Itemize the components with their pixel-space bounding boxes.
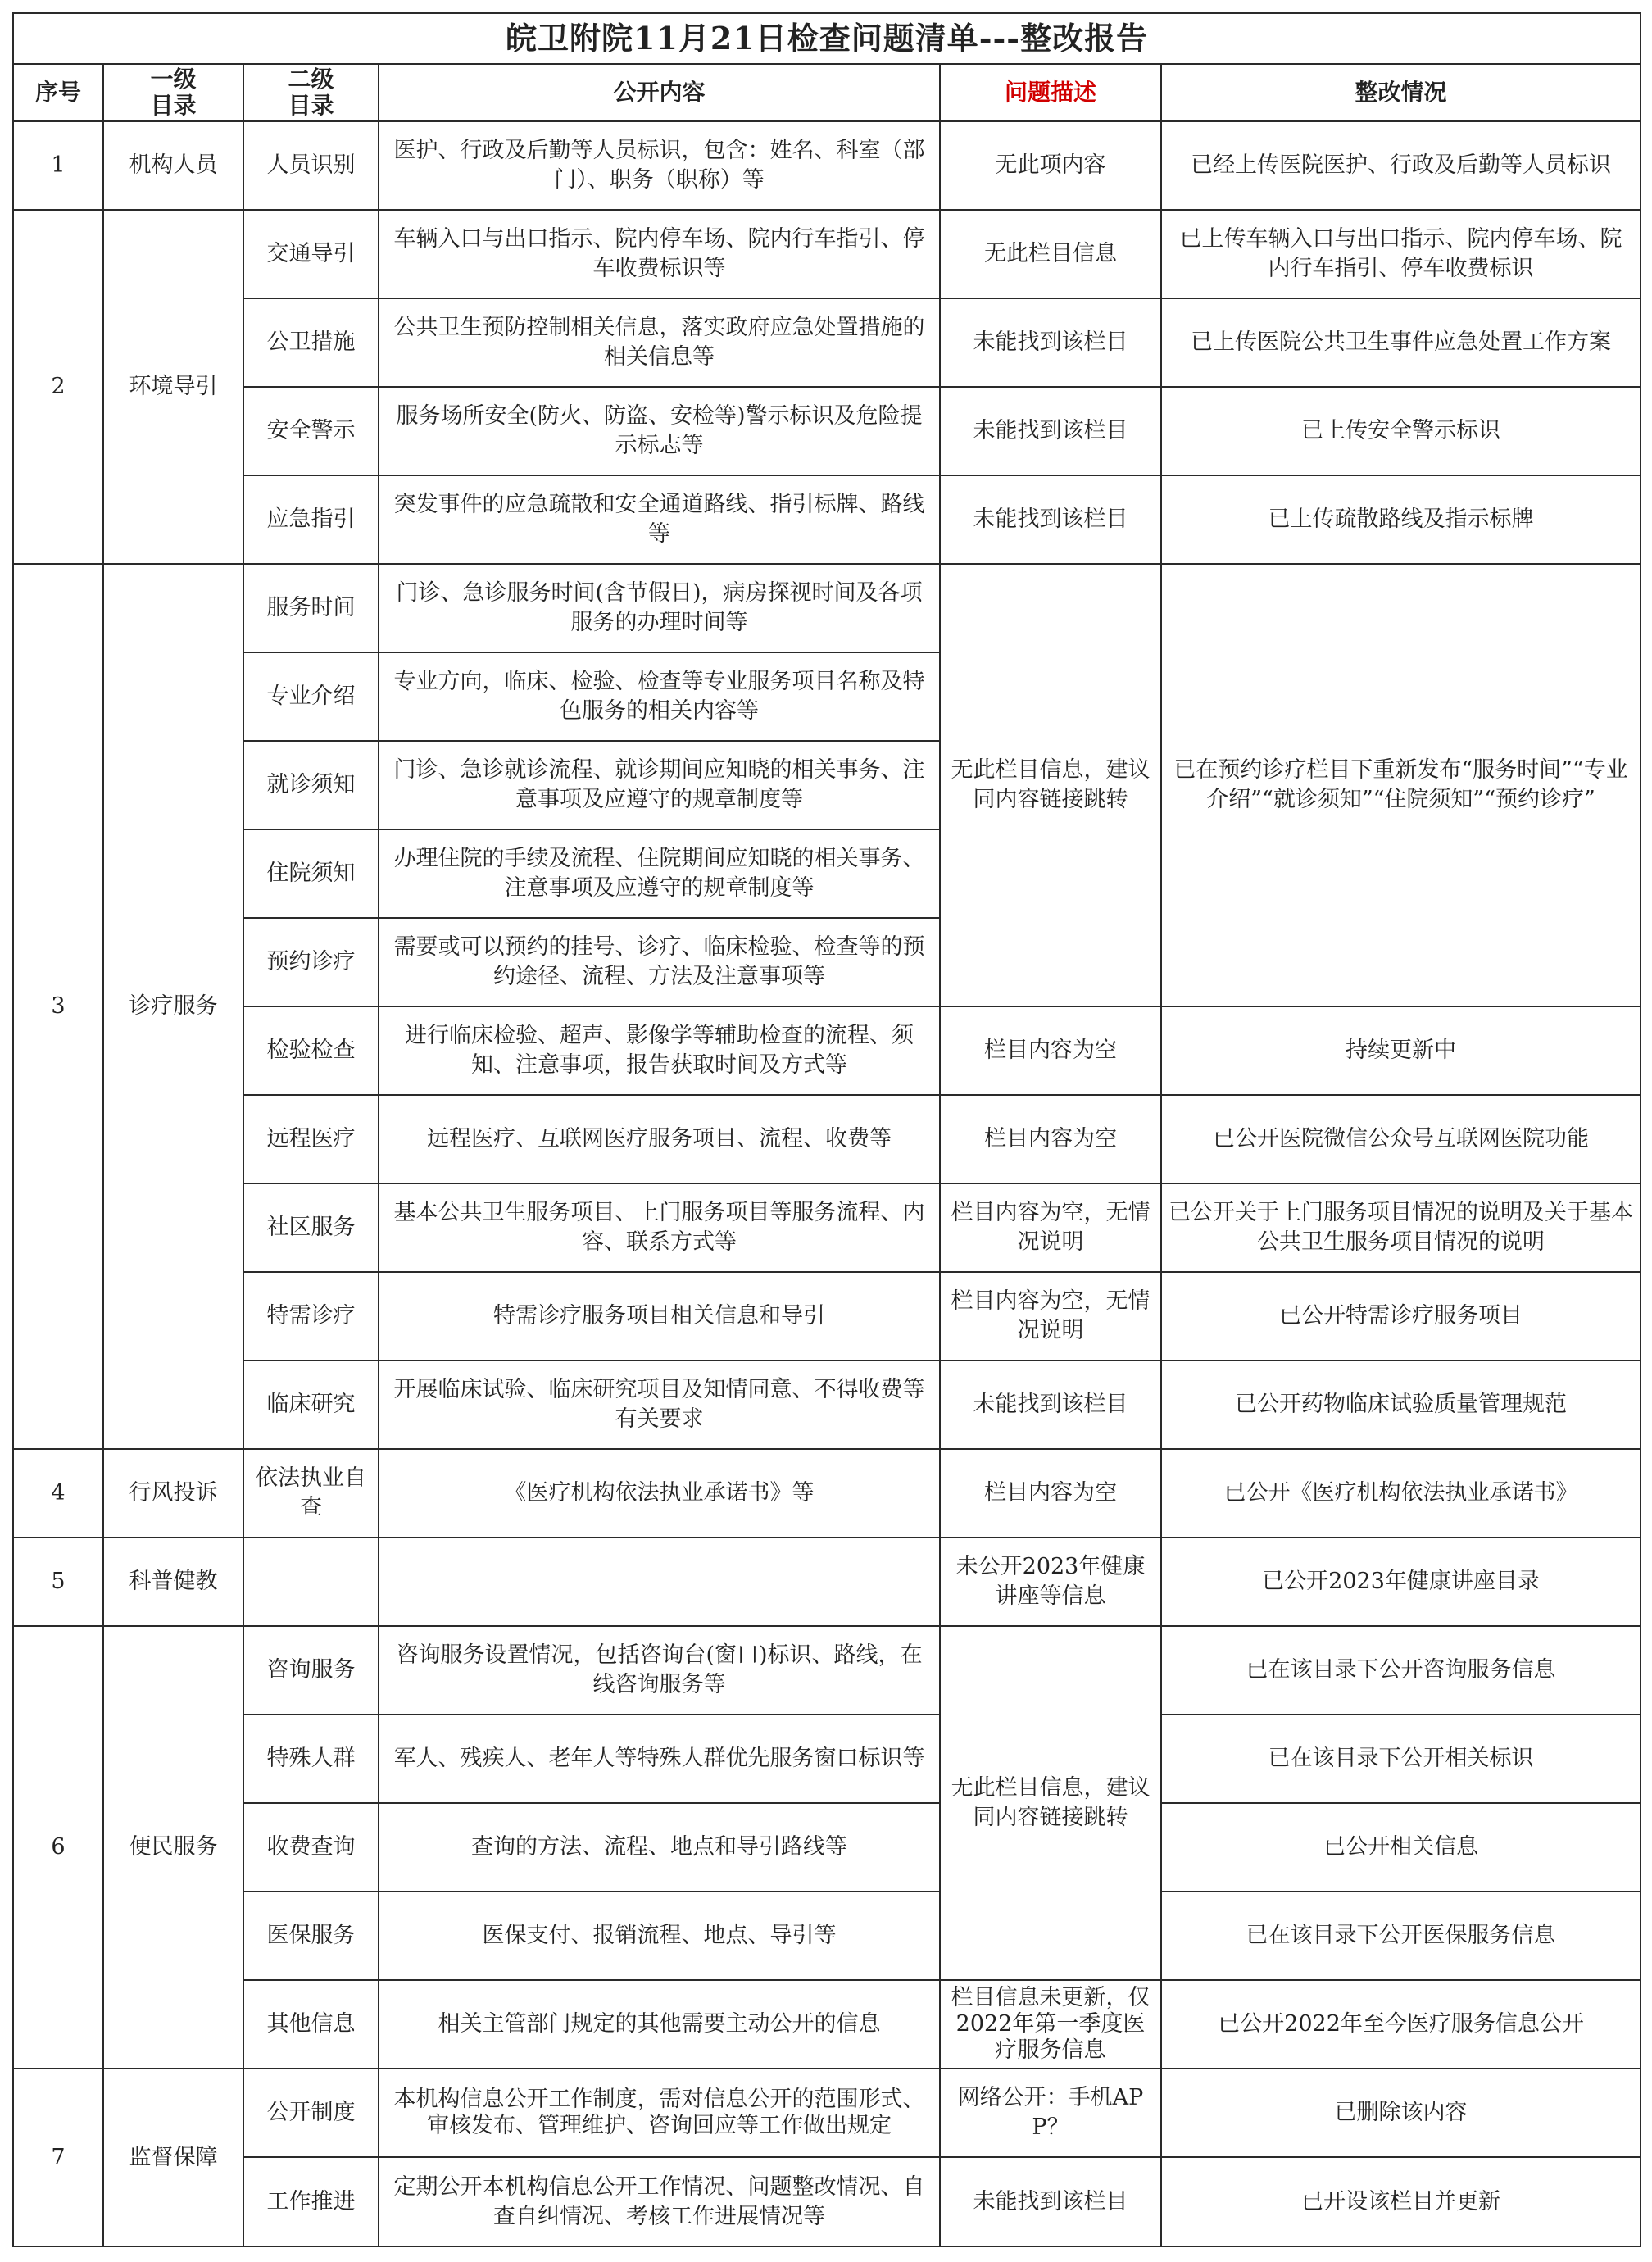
- row-content: 特需诊疗服务项目相关信息和导引: [379, 1272, 940, 1360]
- row-content: 门诊、急诊服务时间(含节假日)，病房探视时间及各项服务的办理时间等: [379, 564, 940, 652]
- row-level2: 应急指引: [243, 475, 379, 564]
- row-fix: 持续更新中: [1161, 1006, 1641, 1095]
- row-fix: 已在该目录下公开相关标识: [1161, 1715, 1641, 1803]
- row-fix: 已上传车辆入口与出口指示、院内停车场、院内行车指引、停车收费标识: [1161, 210, 1641, 298]
- row-content: [379, 1538, 940, 1626]
- row-level2: 特需诊疗: [243, 1272, 379, 1360]
- row-level2: 社区服务: [243, 1183, 379, 1272]
- row-content: 突发事件的应急疏散和安全通道路线、指引标牌、路线等: [379, 475, 940, 564]
- row-level1: 诊疗服务: [103, 564, 243, 1449]
- report-title: 皖卫附院11月21日检查问题清单---整改报告: [13, 13, 1641, 64]
- header-content: 公开内容: [379, 64, 940, 121]
- row-fix: 已公开《医疗机构依法执业承诺书》: [1161, 1449, 1641, 1538]
- row-level2: [243, 1538, 379, 1626]
- table-row: [13, 1892, 1641, 1980]
- row-content: 咨询服务设置情况，包括咨询台(窗口)标识、路线，在线咨询服务等: [379, 1626, 940, 1715]
- row-level2: 人员识别: [243, 121, 379, 210]
- table-row: [13, 1715, 1641, 1803]
- row-issue: 无此栏目信息，建议同内容链接跳转: [940, 564, 1161, 1006]
- row-no: 2: [13, 210, 103, 564]
- row-content: 服务场所安全(防火、防盗、安检等)警示标识及危险提示标志等: [379, 387, 940, 475]
- row-issue: 网络公开：手机APP？: [940, 2069, 1161, 2157]
- row-content: 定期公开本机构信息公开工作情况、问题整改情况、自查自纠情况、考核工作进展情况等: [379, 2157, 940, 2246]
- row-level1: 机构人员: [103, 121, 243, 210]
- table-row: [13, 2069, 1641, 2157]
- row-issue: 栏目内容为空，无情况说明: [940, 1183, 1161, 1272]
- row-level1: 科普健教: [103, 1538, 243, 1626]
- row-no: 3: [13, 564, 103, 1449]
- row-level2: 检验检查: [243, 1006, 379, 1095]
- row-fix: 已公开相关信息: [1161, 1803, 1641, 1892]
- row-issue: 栏目内容为空: [940, 1095, 1161, 1183]
- row-level2: 咨询服务: [243, 1626, 379, 1715]
- row-content: 本机构信息公开工作制度，需对信息公开的范围形式、审核发布、管理维护、咨询回应等工作做出规定: [379, 2069, 940, 2157]
- row-issue: 未能找到该栏目: [940, 475, 1161, 564]
- row-level2: 远程医疗: [243, 1095, 379, 1183]
- row-level2: 住院须知: [243, 829, 379, 918]
- row-fix: 已经上传医院医护、行政及后勤等人员标识: [1161, 121, 1641, 210]
- row-content: 开展临床试验、临床研究项目及知情同意、不得收费等有关要求: [379, 1360, 940, 1449]
- row-fix: 已公开药物临床试验质量管理规范: [1161, 1360, 1641, 1449]
- row-level1: 监督保障: [103, 2069, 243, 2246]
- row-fix: 已在该目录下公开医保服务信息: [1161, 1892, 1641, 1980]
- row-no: 6: [13, 1626, 103, 2069]
- row-level2: 公开制度: [243, 2069, 379, 2157]
- table-row: [13, 1360, 1641, 1449]
- row-level2: 特殊人群: [243, 1715, 379, 1803]
- row-issue: 无此项内容: [940, 121, 1161, 210]
- header-row: [13, 64, 1641, 121]
- row-fix: 已公开特需诊疗服务项目: [1161, 1272, 1641, 1360]
- row-fix: 已在该目录下公开咨询服务信息: [1161, 1626, 1641, 1715]
- row-content: 《医疗机构依法执业承诺书》等: [379, 1449, 940, 1538]
- table-row: [13, 121, 1641, 210]
- table-row: [13, 1538, 1641, 1626]
- row-content: 查询的方法、流程、地点和导引路线等: [379, 1803, 940, 1892]
- row-fix: 已开设该栏目并更新: [1161, 2157, 1641, 2246]
- row-no: 5: [13, 1538, 103, 1626]
- row-issue: 未能找到该栏目: [940, 1360, 1161, 1449]
- row-issue: 栏目内容为空: [940, 1006, 1161, 1095]
- row-level2: 预约诊疗: [243, 918, 379, 1006]
- row-content: 相关主管部门规定的其他需要主动公开的信息: [379, 1980, 940, 2069]
- header-level2: 二级 目录: [243, 64, 379, 121]
- row-content: 需要或可以预约的挂号、诊疗、临床检验、检查等的预约途径、流程、方法及注意事项等: [379, 918, 940, 1006]
- row-issue: 无此栏目信息: [940, 210, 1161, 298]
- report-table: [12, 12, 1641, 2247]
- row-level2: 公卫措施: [243, 298, 379, 387]
- table-row: [13, 2157, 1641, 2246]
- row-fix: 已公开2022年至今医疗服务信息公开: [1161, 1980, 1641, 2069]
- table-row: [13, 1183, 1641, 1272]
- table-row: [13, 1006, 1641, 1095]
- row-content: 医护、行政及后勤等人员标识，包含：姓名、科室（部门）、职务（职称）等: [379, 121, 940, 210]
- row-content: 车辆入口与出口指示、院内停车场、院内行车指引、停车收费标识等: [379, 210, 940, 298]
- table-row: [13, 1803, 1641, 1892]
- row-content: 办理住院的手续及流程、住院期间应知晓的相关事务、注意事项及应遵守的规章制度等: [379, 829, 940, 918]
- table-row: [13, 1272, 1641, 1360]
- row-level2: 专业介绍: [243, 652, 379, 741]
- row-fix: 已上传疏散路线及指示标牌: [1161, 475, 1641, 564]
- table-row: [13, 210, 1641, 298]
- table-row: [13, 1626, 1641, 1715]
- row-no: 7: [13, 2069, 103, 2246]
- row-issue: 未能找到该栏目: [940, 2157, 1161, 2246]
- row-issue: 栏目信息未更新，仅2022年第一季度医疗服务信息: [940, 1980, 1161, 2069]
- row-level2: 工作推进: [243, 2157, 379, 2246]
- row-issue: 无此栏目信息，建议同内容链接跳转: [940, 1626, 1161, 1980]
- title-row: [13, 13, 1641, 64]
- table-row: [13, 298, 1641, 387]
- row-fix: 已公开2023年健康讲座目录: [1161, 1538, 1641, 1626]
- row-level2: 交通导引: [243, 210, 379, 298]
- row-level1: 便民服务: [103, 1626, 243, 2069]
- row-fix: 已公开医院微信公众号互联网医院功能: [1161, 1095, 1641, 1183]
- row-level1: 环境导引: [103, 210, 243, 564]
- row-level2: 服务时间: [243, 564, 379, 652]
- row-content: 军人、残疾人、老年人等特殊人群优先服务窗口标识等: [379, 1715, 940, 1803]
- row-level2: 其他信息: [243, 1980, 379, 2069]
- row-fix: 已上传医院公共卫生事件应急处置工作方案: [1161, 298, 1641, 387]
- row-content: 进行临床检验、超声、影像学等辅助检查的流程、须知、注意事项，报告获取时间及方式等: [379, 1006, 940, 1095]
- row-level2: 就诊须知: [243, 741, 379, 829]
- row-fix: 已在预约诊疗栏目下重新发布“服务时间”“专业介绍”“就诊须知”“住院须知”“预约诊疗”: [1161, 564, 1641, 1006]
- table-row: [13, 475, 1641, 564]
- row-issue: 未能找到该栏目: [940, 387, 1161, 475]
- header-no: 序号: [13, 64, 103, 121]
- row-issue: 未公开2023年健康讲座等信息: [940, 1538, 1161, 1626]
- row-issue: 栏目内容为空，无情况说明: [940, 1272, 1161, 1360]
- row-issue: 未能找到该栏目: [940, 298, 1161, 387]
- row-no: 4: [13, 1449, 103, 1538]
- row-content: 公共卫生预防控制相关信息，落实政府应急处置措施的相关信息等: [379, 298, 940, 387]
- row-level2: 安全警示: [243, 387, 379, 475]
- row-fix: 已公开关于上门服务项目情况的说明及关于基本公共卫生服务项目情况的说明: [1161, 1183, 1641, 1272]
- row-content: 专业方向，临床、检验、检查等专业服务项目名称及特色服务的相关内容等: [379, 652, 940, 741]
- row-level2: 收费查询: [243, 1803, 379, 1892]
- table-row: [13, 1449, 1641, 1538]
- row-fix: 已删除该内容: [1161, 2069, 1641, 2157]
- report-document: [12, 12, 1640, 2246]
- table-row: [13, 1095, 1641, 1183]
- table-row: [13, 387, 1641, 475]
- row-no: 1: [13, 121, 103, 210]
- row-level2: 临床研究: [243, 1360, 379, 1449]
- row-issue: 栏目内容为空: [940, 1449, 1161, 1538]
- table-row: [13, 1980, 1641, 2069]
- row-level2: 依法执业自查: [243, 1449, 379, 1538]
- row-content: 基本公共卫生服务项目、上门服务项目等服务流程、内容、联系方式等: [379, 1183, 940, 1272]
- row-content: 门诊、急诊就诊流程、就诊期间应知晓的相关事务、注意事项及应遵守的规章制度等: [379, 741, 940, 829]
- row-content: 远程医疗、互联网医疗服务项目、流程、收费等: [379, 1095, 940, 1183]
- header-issue: 问题描述: [940, 64, 1161, 121]
- row-level2: 医保服务: [243, 1892, 379, 1980]
- header-fix: 整改情况: [1161, 64, 1641, 121]
- table-row: [13, 564, 1641, 652]
- row-fix: 已上传安全警示标识: [1161, 387, 1641, 475]
- row-level1: 行风投诉: [103, 1449, 243, 1538]
- header-level1: 一级 目录: [103, 64, 243, 121]
- row-content: 医保支付、报销流程、地点、导引等: [379, 1892, 940, 1980]
